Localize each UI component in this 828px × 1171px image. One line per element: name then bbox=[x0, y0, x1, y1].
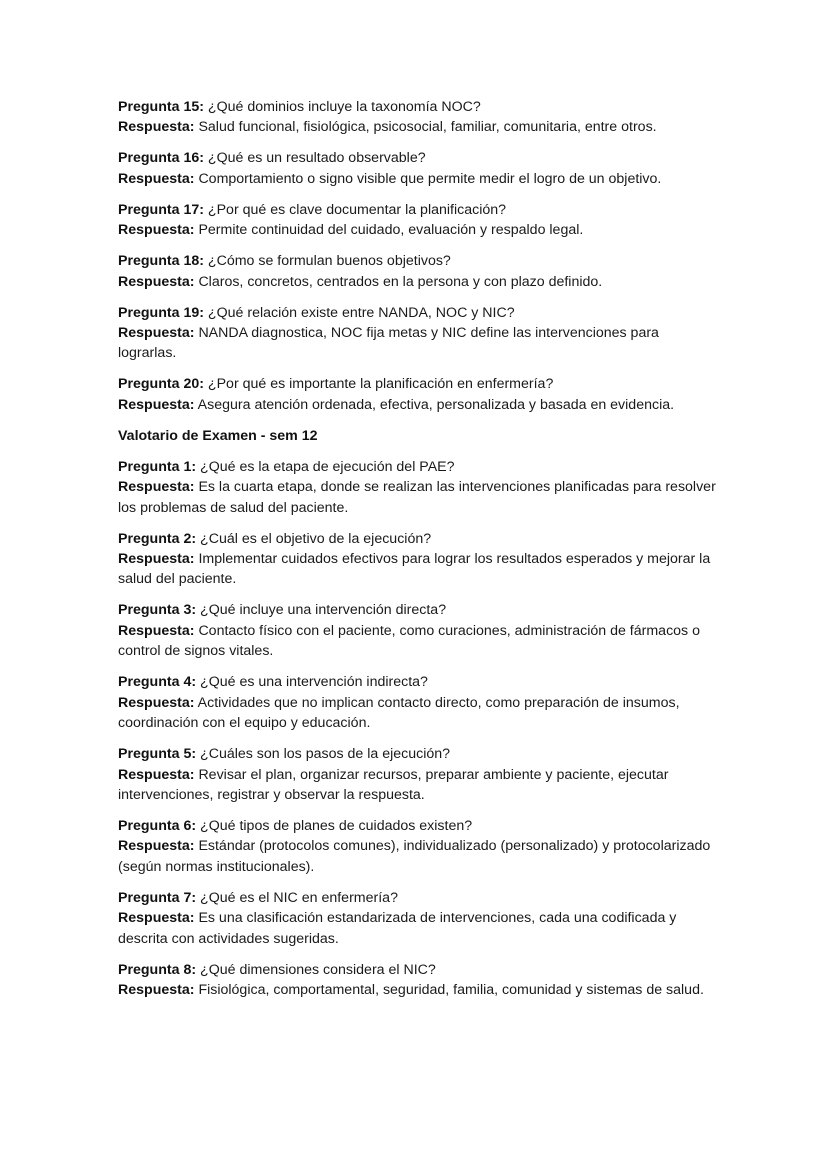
question-text: ¿Qué es una intervención indirecta? bbox=[200, 674, 428, 691]
qa-item bbox=[118, 600, 718, 661]
answer-line bbox=[118, 169, 718, 189]
answer-label: Respuesta: bbox=[118, 551, 195, 568]
question-number: 8: bbox=[183, 961, 197, 978]
question-number: 2: bbox=[183, 530, 197, 547]
question-number: 19: bbox=[183, 304, 204, 321]
question-line bbox=[118, 148, 718, 168]
answer-text: Comportamiento o signo visible que permite medir el logro de un objetivo. bbox=[198, 170, 662, 187]
answer-line bbox=[118, 765, 718, 806]
qa-item bbox=[118, 374, 718, 415]
answer-label: Respuesta: bbox=[118, 766, 195, 783]
answer-label: Respuesta: bbox=[118, 910, 195, 927]
question-number: 7: bbox=[183, 889, 197, 906]
qa-item bbox=[118, 303, 718, 364]
question-label bbox=[118, 746, 196, 762]
answer-label: Respuesta: bbox=[118, 479, 195, 496]
question-number: 6: bbox=[183, 817, 197, 834]
question-number: 20: bbox=[183, 376, 204, 393]
answer-text: Claros, concretos, centrados en la persona y con plazo definido. bbox=[198, 273, 603, 290]
question-number: 18: bbox=[183, 253, 204, 270]
question-number: 1: bbox=[183, 458, 197, 475]
qa-item bbox=[118, 529, 718, 590]
question-line bbox=[118, 251, 718, 271]
question-label bbox=[118, 531, 196, 547]
question-label bbox=[118, 890, 196, 906]
qa-item bbox=[118, 251, 718, 292]
question-text: ¿Qué tipos de planes de cuidados existen? bbox=[200, 817, 473, 834]
question-text: ¿Qué es la etapa de ejecución del PAE? bbox=[200, 458, 455, 475]
answer-text: Contacto físico con el paciente, como curaciones, administración de fármacos o control de signos vitales. bbox=[118, 622, 700, 660]
answer-line bbox=[118, 836, 718, 877]
question-line bbox=[118, 888, 718, 908]
question-label bbox=[118, 376, 204, 392]
qa-item bbox=[118, 744, 718, 805]
question-line bbox=[118, 200, 718, 220]
answer-text: Permite continuidad del cuidado, evaluación y respaldo legal. bbox=[198, 222, 584, 239]
answer-text: Asegura atención ordenada, efectiva, personalizada y basada en evidencia. bbox=[197, 396, 675, 413]
answer-line bbox=[118, 272, 718, 292]
question-word: Pregunta bbox=[118, 674, 180, 691]
answer-label: Respuesta: bbox=[118, 119, 195, 136]
answer-label: Respuesta: bbox=[118, 325, 195, 342]
question-word: Pregunta bbox=[118, 817, 180, 834]
question-text: ¿Qué relación existe entre NANDA, NOC y NIC? bbox=[207, 304, 515, 321]
question-label bbox=[118, 674, 196, 690]
question-label bbox=[118, 459, 196, 475]
question-line bbox=[118, 303, 718, 323]
question-text: ¿Cuáles son los pasos de la ejecución? bbox=[200, 746, 451, 763]
question-text: ¿Qué es un resultado observable? bbox=[207, 150, 426, 167]
answer-label: Respuesta: bbox=[118, 170, 195, 187]
question-line bbox=[118, 960, 718, 980]
answer-label: Respuesta: bbox=[118, 981, 195, 998]
question-line bbox=[118, 374, 718, 394]
question-label bbox=[118, 962, 196, 978]
qa-item bbox=[118, 672, 718, 733]
question-label bbox=[118, 99, 204, 115]
question-word: Pregunta bbox=[118, 530, 180, 547]
qa-list-part-1 bbox=[118, 97, 718, 415]
question-text: ¿Por qué es clave documentar la planificación? bbox=[207, 201, 507, 218]
question-line bbox=[118, 97, 718, 117]
question-word: Pregunta bbox=[118, 201, 180, 218]
answer-line bbox=[118, 980, 718, 1000]
answer-line bbox=[118, 693, 718, 734]
answer-line bbox=[118, 395, 718, 415]
question-text: ¿Qué dimensiones considera el NIC? bbox=[200, 961, 436, 978]
question-word: Pregunta bbox=[118, 889, 180, 906]
question-word: Pregunta bbox=[118, 304, 180, 321]
question-text: ¿Qué incluye una intervención directa? bbox=[200, 602, 447, 619]
document-content bbox=[118, 97, 718, 1011]
qa-item bbox=[118, 148, 718, 189]
answer-text: Es la cuarta etapa, donde se realizan las intervenciones planificadas para resolver los problemas de salud del paciente. bbox=[118, 479, 716, 516]
answer-label: Respuesta: bbox=[118, 622, 195, 639]
qa-item bbox=[118, 888, 718, 949]
qa-item bbox=[118, 960, 718, 1001]
qa-item bbox=[118, 200, 718, 241]
question-number: 4: bbox=[183, 674, 197, 691]
question-label bbox=[118, 202, 204, 218]
question-number: 17: bbox=[183, 201, 204, 218]
question-line bbox=[118, 672, 718, 692]
question-word: Pregunta bbox=[118, 458, 180, 475]
question-label bbox=[118, 253, 204, 269]
question-line bbox=[118, 816, 718, 836]
answer-label: Respuesta: bbox=[118, 694, 195, 711]
answer-text: Es una clasificación estandarizada de intervenciones, cada una codificada y descrita con actividades sugeridas. bbox=[118, 910, 677, 947]
qa-item bbox=[118, 457, 718, 518]
section-heading: Valotario de Examen - sem 12 bbox=[118, 427, 318, 444]
question-number: 3: bbox=[183, 602, 197, 619]
question-word: Pregunta bbox=[118, 602, 180, 619]
question-word: Pregunta bbox=[118, 961, 180, 978]
answer-text: Revisar el plan, organizar recursos, preparar ambiente y paciente, ejecutar intervenciones, registrar y observar la respuesta. bbox=[118, 766, 669, 803]
answer-line bbox=[118, 220, 718, 240]
answer-line bbox=[118, 323, 718, 364]
answer-text: Actividades que no implican contacto directo, como preparación de insumos, coordinación con el equipo y educación. bbox=[118, 694, 680, 732]
question-line bbox=[118, 600, 718, 620]
question-number: 5: bbox=[183, 746, 197, 763]
answer-label: Respuesta: bbox=[118, 396, 195, 413]
answer-text: Implementar cuidados efectivos para lograr los resultados esperados y mejorar la salud del paciente. bbox=[118, 551, 711, 588]
question-text: ¿Cómo se formulan buenos objetivos? bbox=[207, 253, 451, 270]
answer-line bbox=[118, 908, 718, 949]
answer-line bbox=[118, 621, 718, 662]
question-word: Pregunta bbox=[118, 746, 180, 763]
answer-text: NANDA diagnostica, NOC fija metas y NIC define las intervenciones para lograrlas. bbox=[118, 325, 659, 362]
question-word: Pregunta bbox=[118, 253, 180, 270]
question-label bbox=[118, 602, 196, 618]
question-label bbox=[118, 150, 204, 166]
qa-list-part-2 bbox=[118, 457, 718, 1001]
question-line bbox=[118, 744, 718, 764]
question-label bbox=[118, 818, 196, 834]
question-line bbox=[118, 529, 718, 549]
question-word: Pregunta bbox=[118, 99, 180, 115]
question-number: 15: bbox=[183, 99, 204, 115]
question-word: Pregunta bbox=[118, 150, 180, 167]
answer-text: Estándar (protocolos comunes), individualizado (personalizado) y protocolarizado (según normas institucionales). bbox=[118, 838, 711, 875]
question-word: Pregunta bbox=[118, 376, 180, 393]
question-text: ¿Por qué es importante la planificación en enfermería? bbox=[207, 376, 554, 393]
question-text: ¿Cuál es el objetivo de la ejecución? bbox=[200, 530, 432, 547]
answer-text: Salud funcional, fisiológica, psicosocial, familiar, comunitaria, entre otros. bbox=[198, 119, 657, 136]
answer-label: Respuesta: bbox=[118, 222, 195, 239]
answer-line bbox=[118, 549, 718, 590]
answer-line bbox=[118, 477, 718, 518]
question-number: 16: bbox=[183, 150, 204, 167]
qa-item bbox=[118, 816, 718, 877]
answer-label: Respuesta: bbox=[118, 838, 195, 855]
answer-label: Respuesta: bbox=[118, 273, 195, 290]
answer-line bbox=[118, 117, 718, 137]
qa-item bbox=[118, 97, 718, 138]
question-text: ¿Qué dominios incluye la taxonomía NOC? bbox=[207, 99, 481, 115]
question-line bbox=[118, 457, 718, 477]
question-label bbox=[118, 305, 204, 321]
question-text: ¿Qué es el NIC en enfermería? bbox=[200, 889, 398, 906]
answer-text: Fisiológica, comportamental, seguridad, familia, comunidad y sistemas de salud. bbox=[198, 981, 704, 998]
